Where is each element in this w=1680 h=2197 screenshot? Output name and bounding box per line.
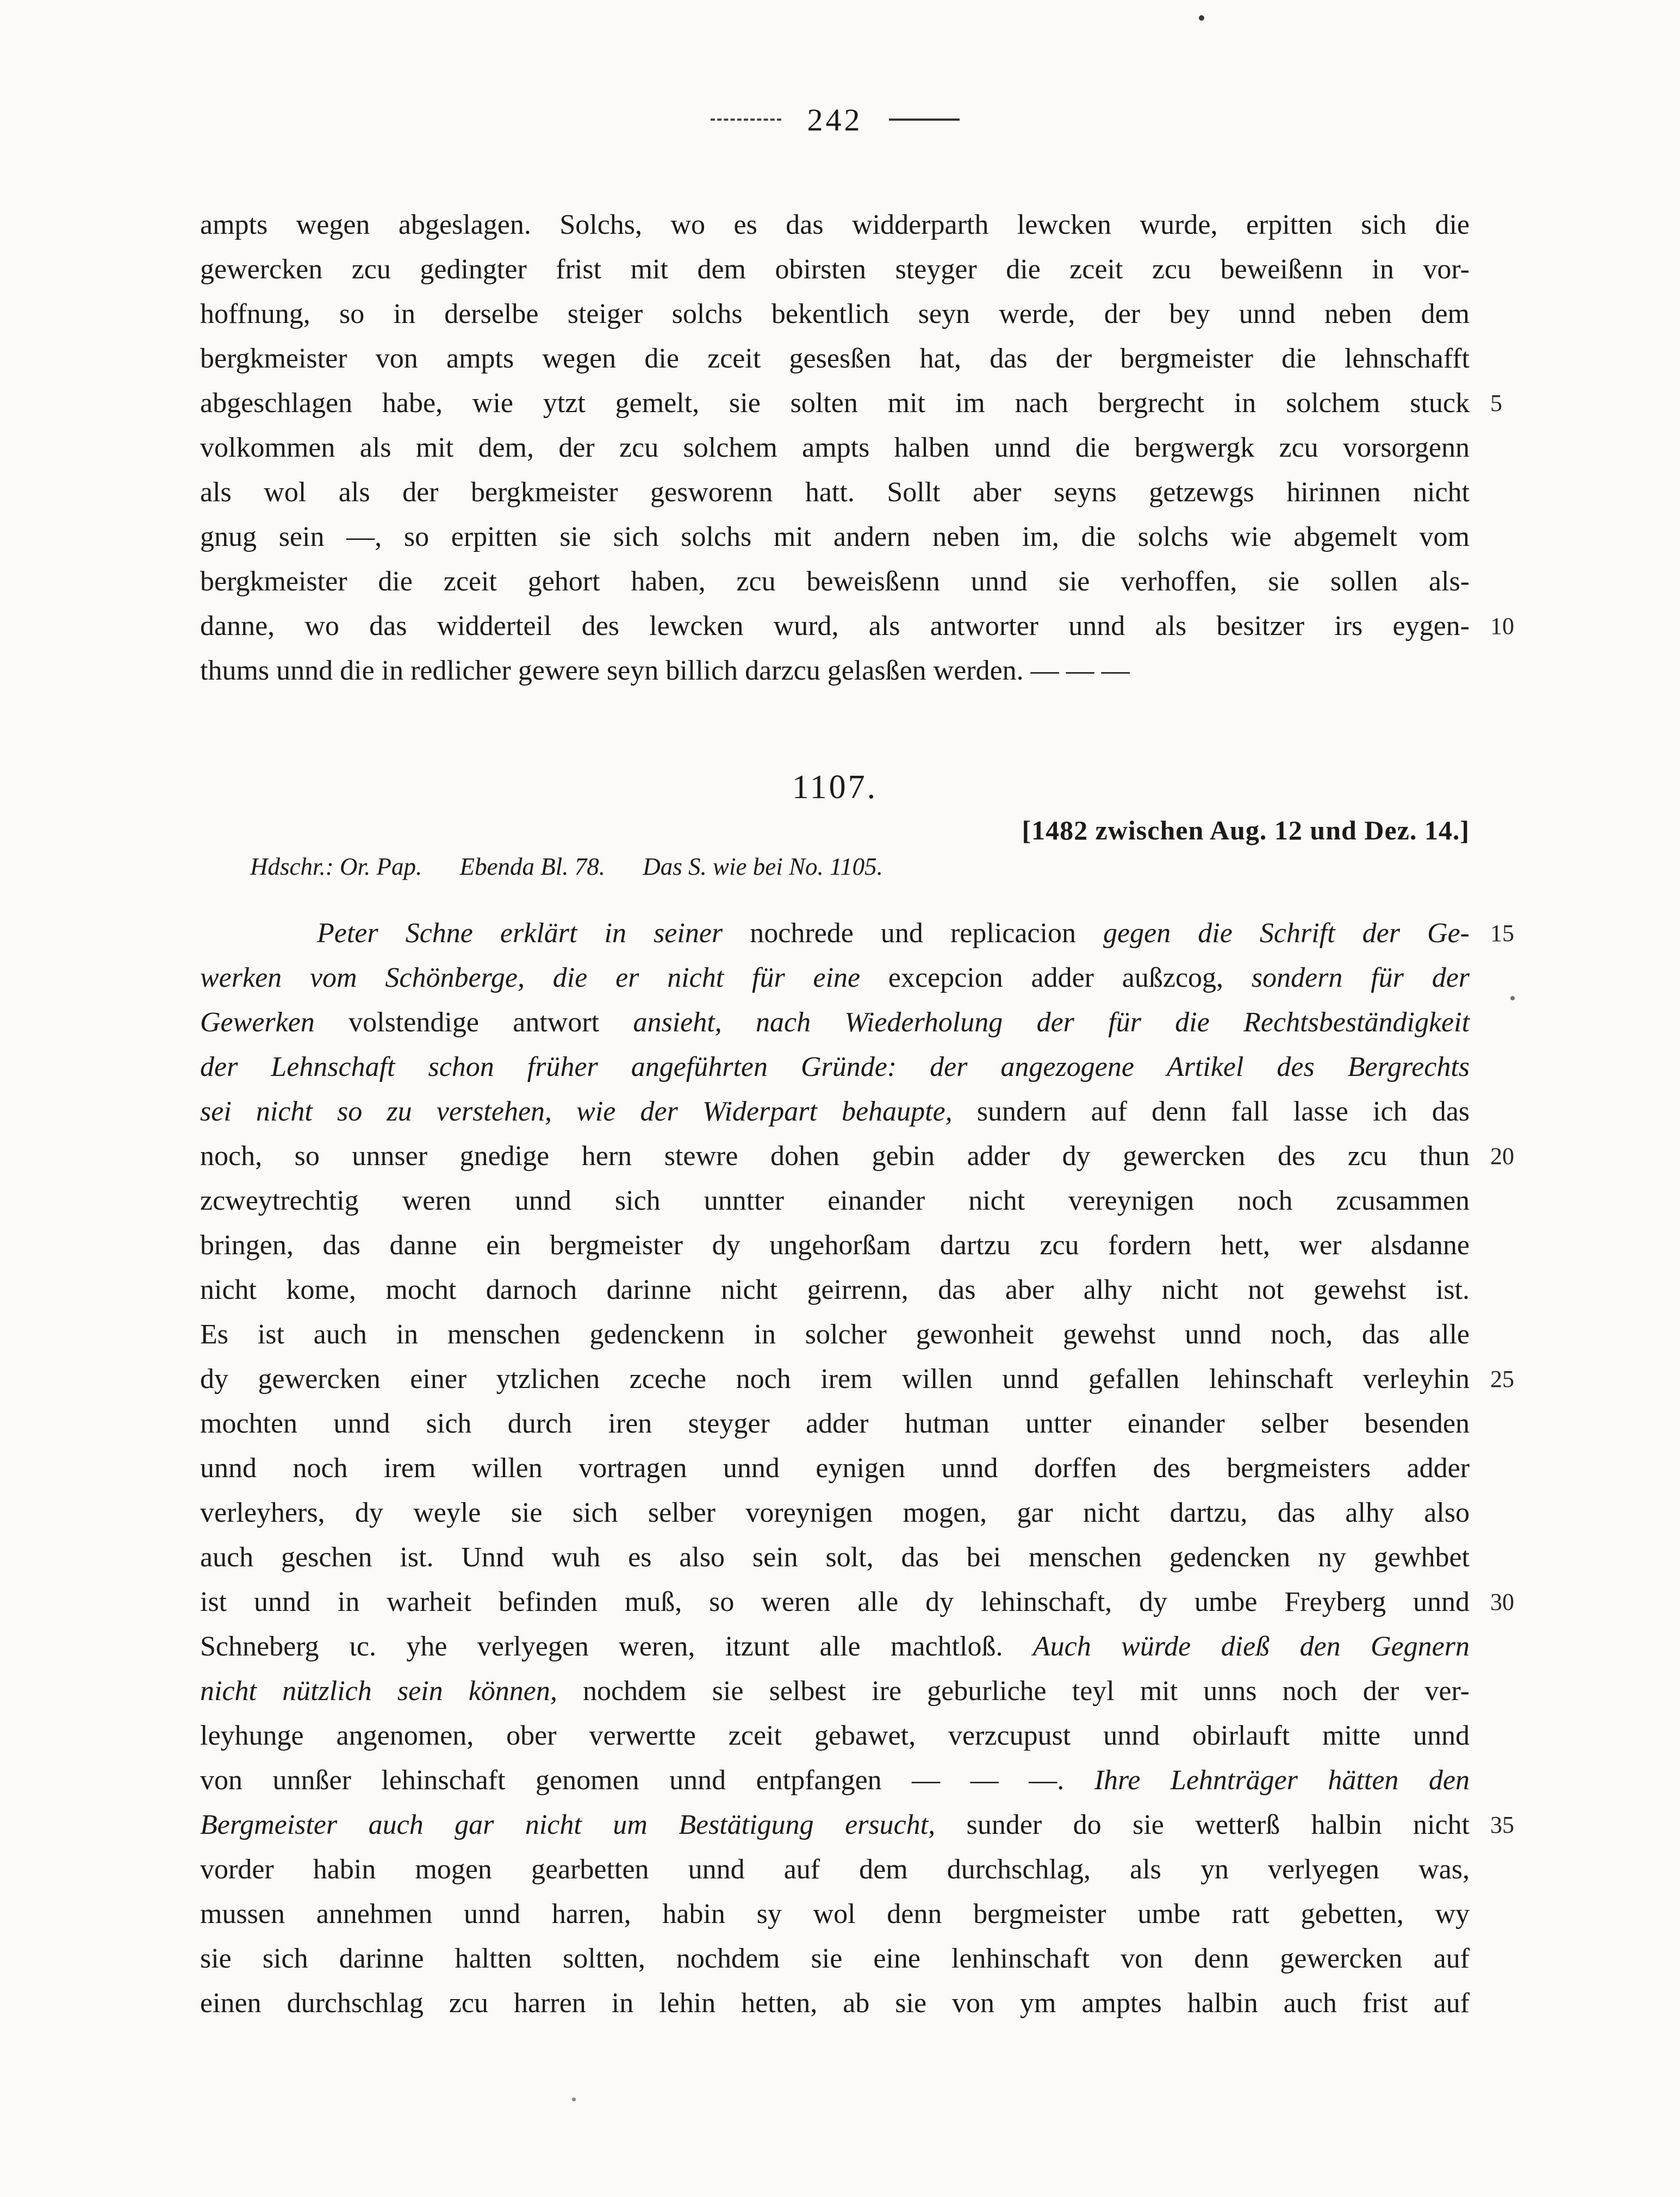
text-line: [200, 1268, 1470, 1312]
text-line: [200, 381, 1502, 426]
text-line: [200, 1179, 1470, 1223]
source-roman-text: nochdem sie selbest ire geburliche teyl mit unns noch der ver-: [583, 1676, 1470, 1707]
text-line: [200, 1446, 1470, 1491]
text-line: [200, 1090, 1470, 1134]
editorial-italic-text: ansieht, nach Wiederholung der für die Rechtsbeständigkeit: [633, 1007, 1470, 1038]
source-roman-text: sunder do sie wetterß halbin nicht: [966, 1809, 1470, 1840]
editorial-italic-text: nicht nützlich sein können,: [200, 1676, 557, 1707]
document-heading-block: [200, 768, 1470, 883]
text-line: [200, 1669, 1470, 1714]
text-line: [200, 559, 1470, 604]
text-line: [200, 649, 1470, 693]
source-roman-text: sundern auf denn fall lasse ich das: [976, 1096, 1470, 1127]
editorial-italic-text: Gewerken: [200, 1007, 315, 1038]
text-line: [200, 1000, 1470, 1045]
editorial-italic-text: Peter Schne erklärt in seiner: [317, 918, 723, 949]
document-number-heading: 1107.: [792, 769, 878, 806]
source-roman-text: gnug sein —, so erpitten sie sich solchs mit andern neben im, die solchs wie abgemelt vom: [200, 521, 1470, 552]
editorial-italic-text: Bergmeister auch gar nicht um Bestätigung ersucht,: [200, 1809, 936, 1840]
text-line: [200, 1134, 1514, 1179]
margin-line-number: 30: [1490, 1589, 1514, 1615]
paragraph-continuation: [200, 203, 1514, 693]
header-rule-left: [711, 119, 781, 121]
margin-line-number: 35: [1490, 1812, 1514, 1838]
text-line: [200, 956, 1470, 1000]
source-roman-text: volstendige antwort: [349, 1007, 600, 1038]
text-block: [200, 203, 1514, 2026]
text-line: [200, 1981, 1470, 2026]
source-roman-text: excepcion adder außzcog,: [888, 962, 1224, 993]
text-line: [200, 1491, 1470, 1535]
text-line: [200, 203, 1470, 247]
source-roman-text: zcweytrechtig weren unnd sich unntter einander nicht vereynigen noch zcusammen: [200, 1185, 1470, 1216]
text-line: [200, 1312, 1470, 1357]
source-roman-text: bergkmeister von ampts wegen die zceit gesesßen hat, das der bergmeister die lehnschafft: [200, 343, 1470, 374]
text-line: [200, 1535, 1470, 1580]
source-roman-text: von unnßer lehinschaft genomen unnd entpfangen — — —.: [200, 1765, 1065, 1796]
source-roman-text: ampts wegen abgeslagen. Solchs, wo es das widderparth lewcken wurde, erpitten sich die: [200, 209, 1470, 240]
text-line: [200, 1223, 1470, 1268]
source-roman-text: bergkmeister die zceit gehort haben, zcu beweisßenn unnd sie verhoffen, sie sollen als-: [200, 566, 1470, 597]
source-segment: Ebenda Bl. 78.: [459, 853, 605, 880]
editorial-italic-text: Auch würde dieß den Gegnern: [1032, 1631, 1470, 1662]
source-roman-text: abgeschlagen habe, wie ytzt gemelt, sie solten mit im nach bergrecht in solchem stuck: [200, 388, 1470, 419]
header-rule-right: [889, 119, 960, 121]
source-roman-text: dy gewercken einer ytzlichen zceche noch irem willen unnd gefallen lehinschaft verleyhin: [200, 1364, 1470, 1395]
page-header: [200, 101, 1470, 139]
text-line: [200, 911, 1514, 956]
source-roman-text: mussen annehmen unnd harren, habin sy wol denn bergmeister umbe ratt gebetten, wy: [200, 1899, 1470, 1930]
page-number: 242: [807, 102, 863, 138]
text-line: [200, 426, 1470, 470]
margin-line-number: 5: [1490, 390, 1502, 416]
source-roman-text: als wol als der bergkmeister gesworenn hatt. Sollt aber seyns getzewgs hirinnen nicht: [200, 477, 1470, 508]
source-roman-text: bringen, das danne ein bergmeister dy ungehorßam dartzu zcu fordern hett, wer alsdanne: [200, 1230, 1470, 1261]
source-roman-text: nicht kome, mocht darnoch darinne nicht geirrenn, das aber alhy nicht not gewehst ist.: [200, 1274, 1470, 1305]
source-roman-text: mochten unnd sich durch iren steyger adder hutman untter einander selber besenden: [200, 1408, 1470, 1439]
text-line: [200, 1803, 1514, 1847]
text-line: [200, 1714, 1470, 1758]
margin-line-number: 15: [1490, 920, 1514, 947]
editorial-italic-text: sondern für der: [1251, 962, 1470, 993]
text-line: [200, 515, 1470, 559]
editorial-italic-text: sei nicht so zu verstehen, wie der Widerpart behaupte,: [200, 1096, 953, 1127]
text-line: [200, 1045, 1470, 1090]
source-roman-text: noch, so unnser gnedige hern stewre dohen gebin adder dy gewercken des zcu thun: [200, 1141, 1470, 1172]
scan-speck: [1510, 996, 1515, 1000]
text-line: [200, 337, 1470, 381]
source-roman-text: volkommen als mit dem, der zcu solchem ampts halben unnd die bergwergk zcu vorsorgenn: [200, 432, 1470, 463]
text-line: [200, 1402, 1470, 1446]
paragraph-main: [200, 911, 1514, 2026]
document-date: [1482 zwischen Aug. 12 und Dez. 14.]: [1022, 815, 1470, 845]
source-roman-text: verleyhers, dy weyle sie sich selber voreynigen mogen, gar nicht dartzu, das alhy also: [200, 1497, 1470, 1528]
manuscript-source-line: [200, 850, 1470, 883]
source-roman-text: gewercken zcu gedingter frist mit dem obirsten steyger die zceit zcu beweißenn in vor-: [200, 254, 1470, 285]
text-line: [200, 1580, 1514, 1625]
text-line: [200, 1892, 1470, 1937]
source-roman-text: Schneberg ɩc. yhe verlyegen weren, itzunt alle machtloß.: [200, 1631, 1003, 1662]
text-line: [200, 1357, 1514, 1402]
source-roman-text: sie sich darinne haltten soltten, nochdem sie eine lenhinschaft von denn gewercken auf: [200, 1943, 1470, 1974]
scan-speck: [572, 2098, 576, 2101]
source-roman-text: Es ist auch in menschen gedenckenn in solcher gewonheit gewehst unnd noch, das alle: [200, 1319, 1470, 1350]
text-line: [200, 1625, 1470, 1669]
text-line: [200, 470, 1470, 515]
text-line: [200, 1847, 1470, 1892]
text-line: [200, 292, 1470, 337]
source-roman-text: danne, wo das widderteil des lewcken wurd, als antworter unnd als besitzer irs eygen-: [200, 611, 1470, 642]
text-line: [200, 1758, 1470, 1803]
source-roman-text: auch geschen ist. Unnd wuh es also sein solt, das bei menschen gedencken ny gewhbet: [200, 1542, 1470, 1573]
editorial-italic-text: gegen die Schrift der Ge-: [1103, 918, 1470, 949]
editorial-italic-text: werken vom Schönberge, die er nicht für eine: [200, 962, 861, 993]
source-roman-text: nochrede und replicacion: [750, 918, 1076, 949]
margin-line-number: 20: [1490, 1143, 1514, 1169]
text-line: [200, 1937, 1470, 1981]
margin-line-number: 25: [1490, 1366, 1514, 1392]
source-roman-text: unnd noch irem willen vortragen unnd eynigen unnd dorffen des bergmeisters adder: [200, 1453, 1470, 1484]
text-line: [200, 247, 1470, 292]
editorial-italic-text: Ihre Lehnträger hätten den: [1094, 1765, 1470, 1796]
editorial-italic-text: der Lehnschaft schon früher angeführten Gründe: der angezogene Artikel des Bergrechts: [200, 1051, 1470, 1082]
source-roman-text: vorder habin mogen gearbetten unnd auf dem durchschlag, als yn verlyegen was,: [200, 1854, 1470, 1885]
scan-speck: [1199, 15, 1204, 21]
source-segment: Das S. wie bei No. 1105.: [643, 853, 883, 880]
source-roman-text: hoffnung, so in derselbe steiger solchs bekentlich seyn werde, der bey unnd neben dem: [200, 298, 1470, 329]
source-segment: Hdschr.: Or. Pap.: [250, 853, 422, 880]
source-roman-text: einen durchschlag zcu harren in lehin hetten, ab sie von ym amptes halbin auch frist auf: [200, 1988, 1470, 2019]
text-line: [200, 604, 1514, 649]
source-roman-text: ist unnd in warheit befinden muß, so weren alle dy lehinschaft, dy umbe Freyberg unnd: [200, 1586, 1470, 1617]
margin-line-number: 10: [1490, 613, 1514, 639]
source-roman-text: thums unnd die in redlicher gewere seyn billich darzcu gelasßen werden. — — —: [200, 655, 1130, 686]
source-roman-text: leyhunge angenomen, ober verwertte zceit gebawet, verzcupust unnd obirlauft mitte unnd: [200, 1720, 1470, 1751]
